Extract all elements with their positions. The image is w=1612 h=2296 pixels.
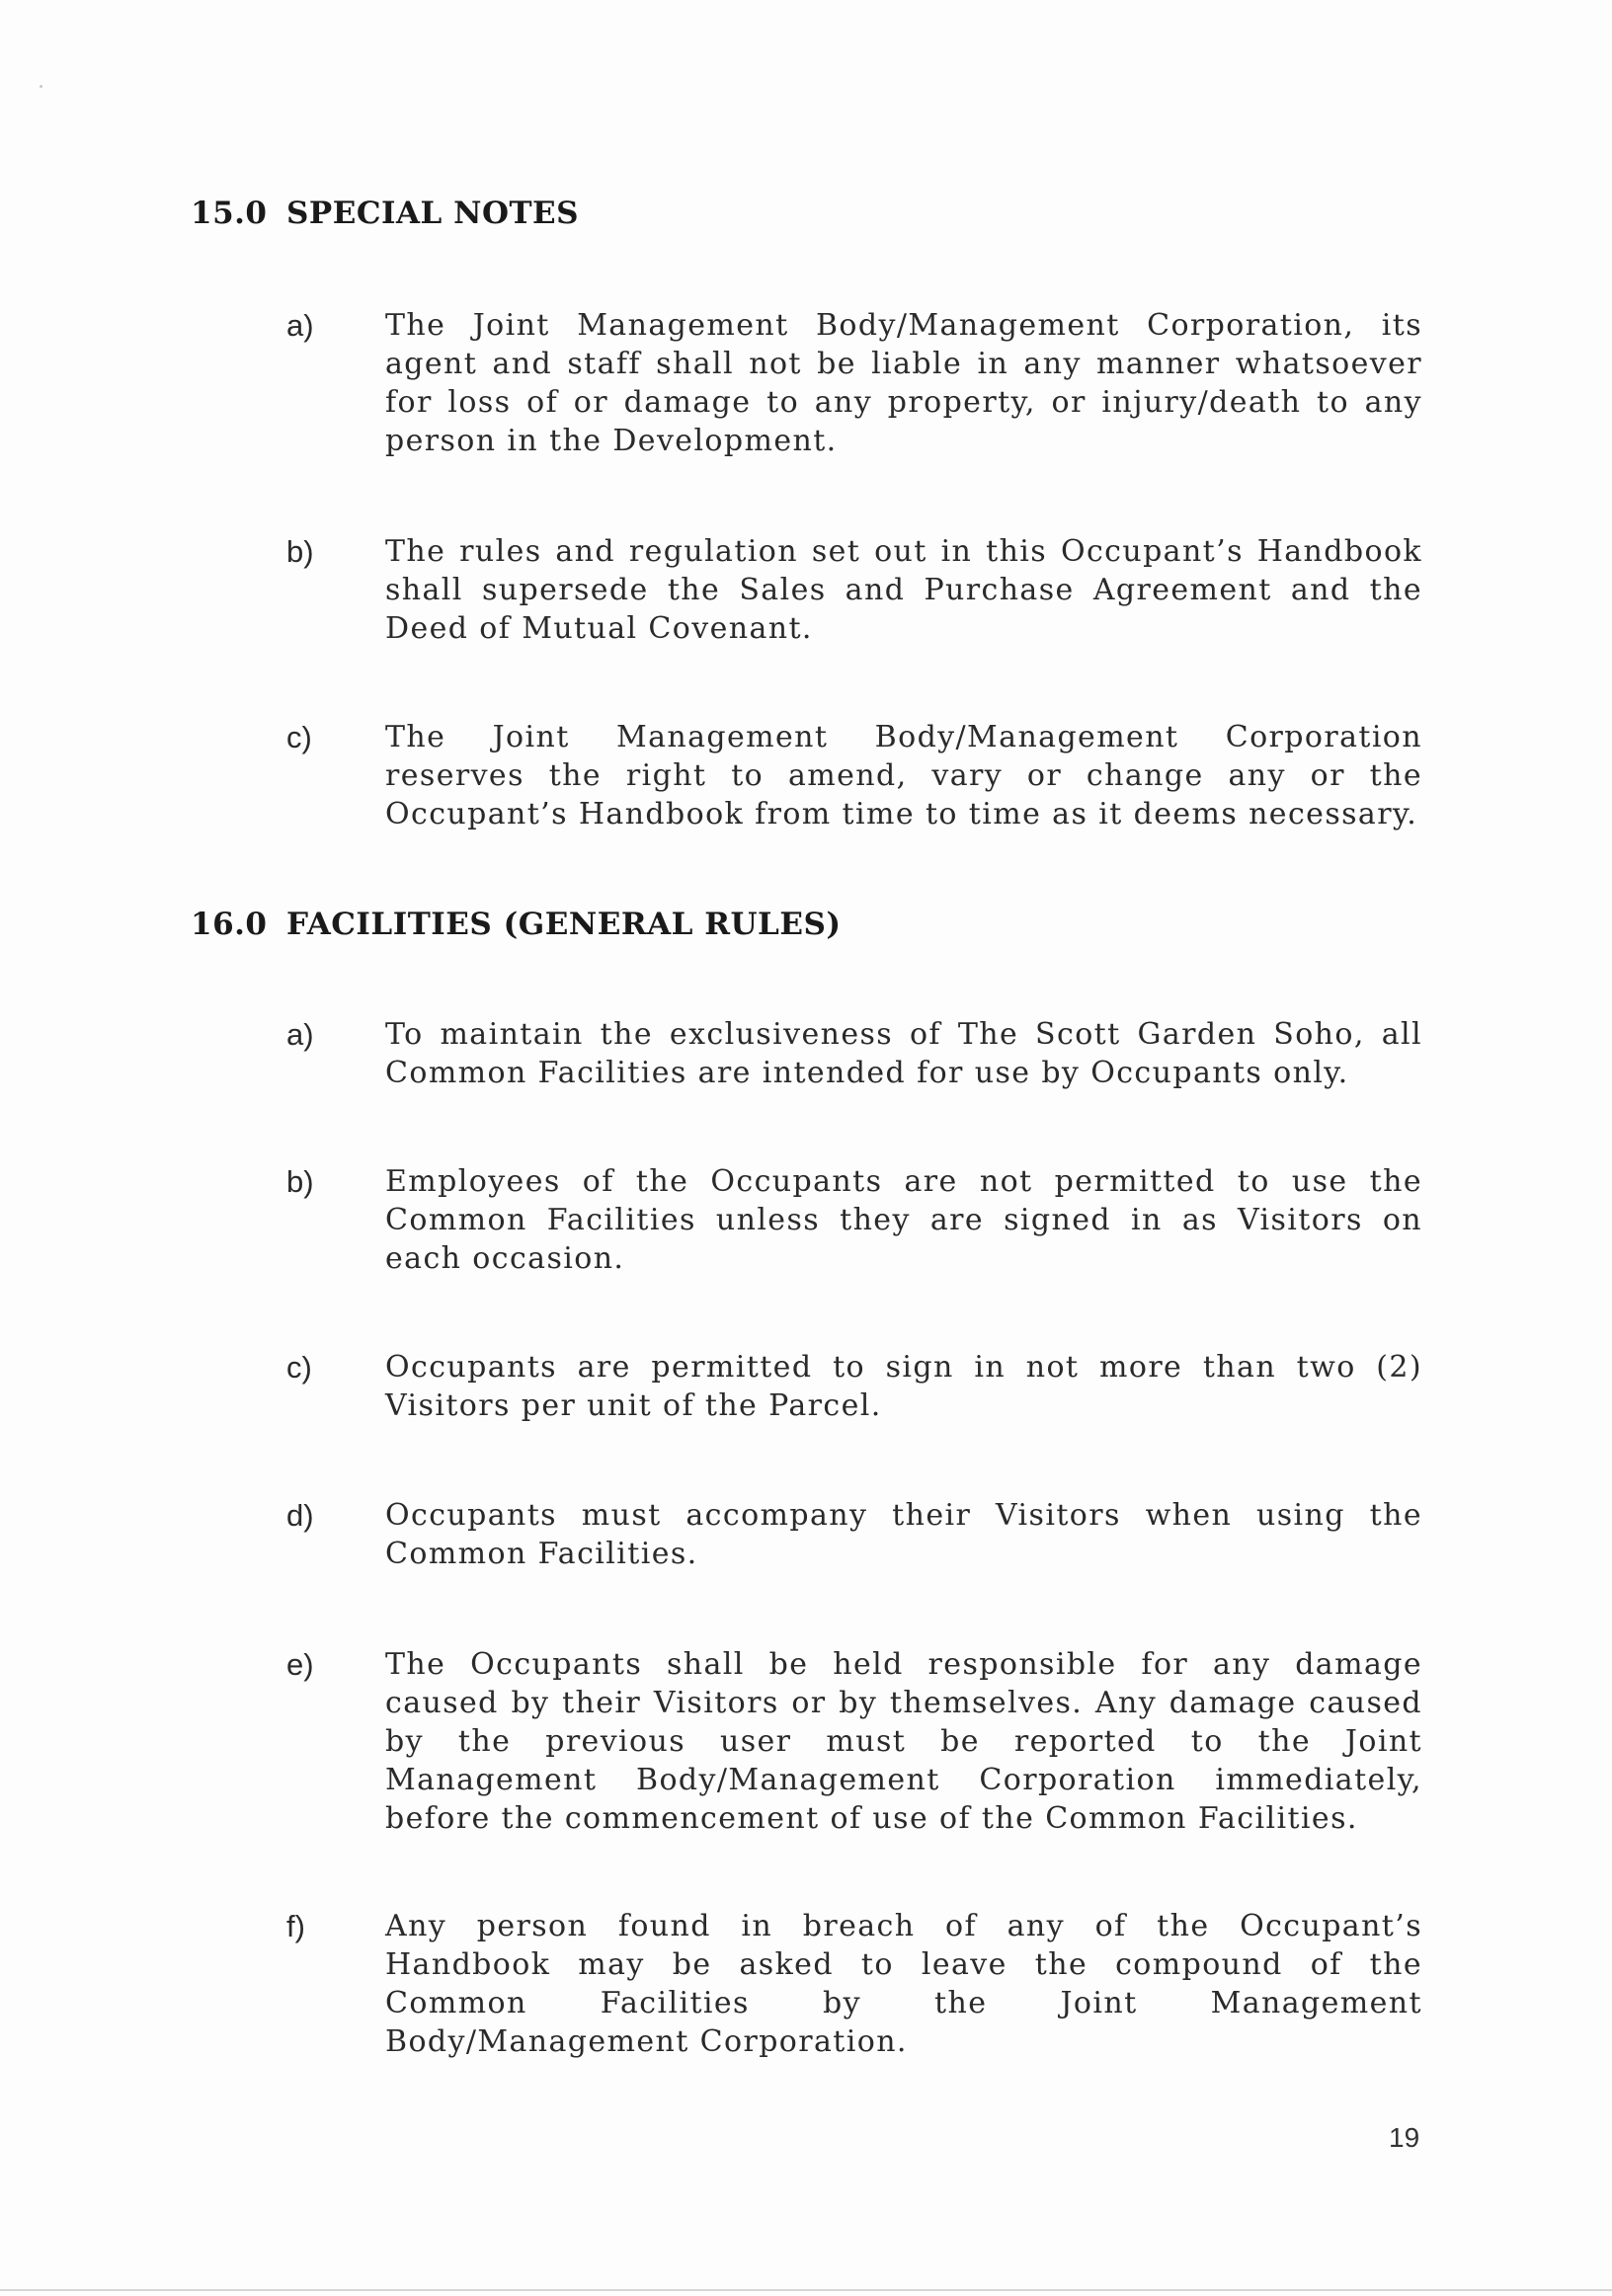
section-title: SPECIAL NOTES: [286, 196, 580, 231]
item-text: Employees of the Occupants are not permitted to use the Common Facilities unless they are signed in as Visitors on each occasion.: [385, 1164, 1422, 1276]
item-label: a): [286, 1017, 314, 1052]
item-text: The Joint Management Body/Management Corporation reserves the right to amend, vary or change any or the Occupant’s Handbook from time to time as it deems necessary.: [385, 720, 1422, 831]
item-text: Any person found in breach of any of the Occupant’s Handbook may be asked to leave the compound of the Common Facilities by the Joint Management Body/Management Corporation.: [385, 1909, 1422, 2059]
item-label: d): [286, 1498, 314, 1533]
item-text: To maintain the exclusiveness of The Scott Garden Soho, all Common Facilities are intended for use by Occupants only.: [385, 1017, 1422, 1090]
section-title: FACILITIES (GENERAL RULES): [286, 907, 842, 942]
item-text: The Occupants shall be held responsible for any damage caused by their Visitors or by themselves. Any damage caused by the previous user must be reported to the Joint Management Body/Management Corporation immediately, before the commencement of use of the Common Facilities.: [385, 1647, 1422, 1836]
item-label: b): [286, 1164, 314, 1199]
scan-speck: [40, 85, 42, 88]
item-text: The Joint Management Body/Management Corporation, its agent and staff shall not be liable in any manner whatsoever for loss of or damage to any property, or injury/death to any person in the Development.: [385, 308, 1422, 458]
item-label: c): [286, 720, 312, 754]
section-number: 16.0: [191, 907, 268, 942]
item-text: Occupants are permitted to sign in not more than two (2) Visitors per unit of the Parcel.: [385, 1350, 1422, 1423]
scan-edge: [0, 2289, 1612, 2291]
item-label: f): [286, 1909, 305, 1943]
item-label: a): [286, 308, 314, 343]
item-label: b): [286, 534, 314, 569]
item-label: c): [286, 1350, 312, 1385]
section-heading-facilities: [191, 907, 842, 942]
page-number: 19: [1389, 2122, 1420, 2153]
item-label: e): [286, 1647, 314, 1682]
section-number: 15.0: [191, 196, 268, 231]
item-text: The rules and regulation set out in this Occupant’s Handbook shall supersede the Sales and Purchase Agreement and the Deed of Mutual Covenant.: [385, 534, 1422, 646]
item-text: Occupants must accompany their Visitors when using the Common Facilities.: [385, 1498, 1422, 1571]
section-heading-special-notes: [191, 196, 579, 231]
